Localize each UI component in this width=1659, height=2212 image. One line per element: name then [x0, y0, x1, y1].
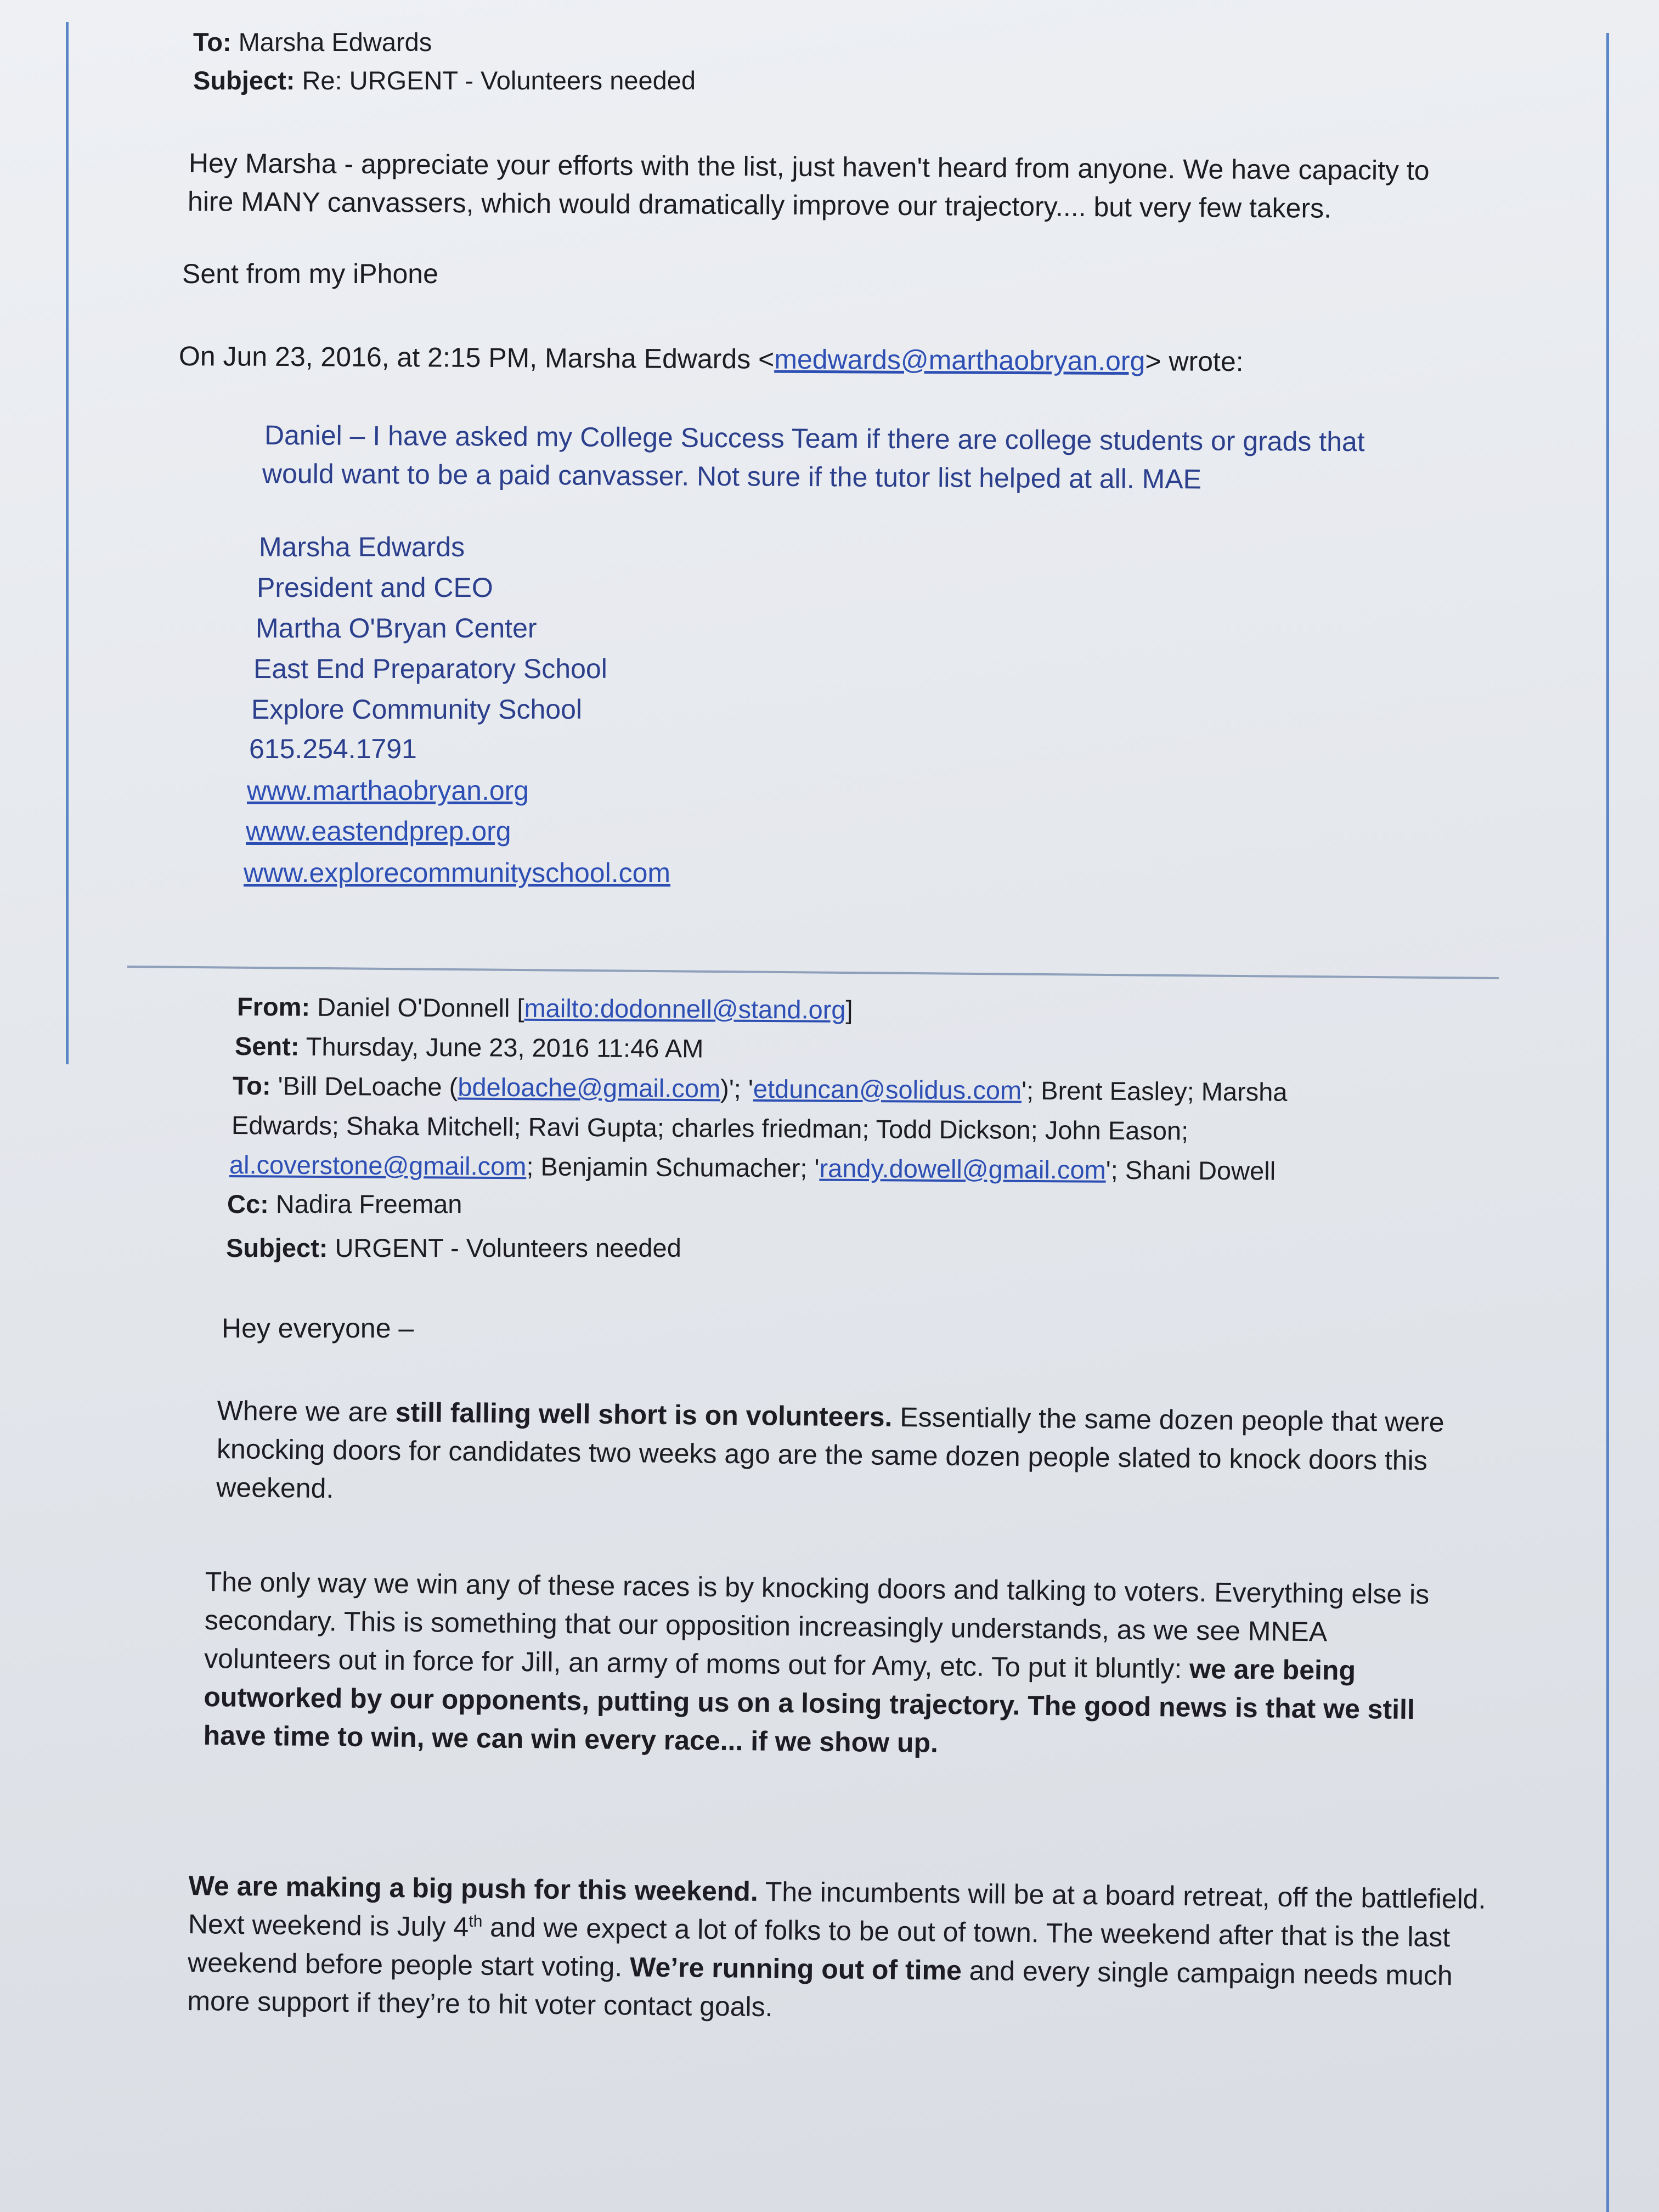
original-subject-value: URGENT - Volunteers needed	[335, 1233, 681, 1262]
original-from-close: ]	[845, 995, 853, 1024]
reply-to-value: Marsha Edwards	[238, 27, 432, 57]
signature-website-3-link[interactable]: www.explorecommunityschool.com	[244, 857, 671, 888]
original-cc-label: Cc:	[227, 1189, 269, 1218]
quoted-intro-email-link[interactable]: medwards@marthaobryan.org	[774, 343, 1146, 377]
reply-subject-line	[193, 63, 696, 99]
original-sent-line	[235, 1028, 704, 1066]
original-from-email-link[interactable]: mailto:dodonnell@stand.org	[524, 993, 846, 1024]
reply-subject-label: Subject:	[193, 66, 295, 95]
quoted-message-line-1: Daniel – I have asked my College Success Team if there are college students or grads that	[264, 420, 1365, 458]
recipient-email-link-2[interactable]: etduncan@solidus.com	[753, 1074, 1022, 1105]
original-sent-value: Thursday, June 23, 2016 11:46 AM	[306, 1031, 704, 1063]
reply-signature: Sent from my iPhone	[182, 258, 438, 289]
left-margin-line	[66, 22, 69, 1064]
original-cc-line	[227, 1186, 462, 1222]
paragraph-1-rest: Essentially the same dozen people that were knocking doors for candidates two weeks ago are the same dozen people slated to knock doors this weekend.	[216, 1401, 1444, 1504]
original-to-mid-3: ; Benjamin Schumacher; '	[526, 1152, 820, 1183]
original-to-line-2: Edwards; Shaka Mitchell; Ravi Gupta; charles friedman; Todd Dickson; John Eason;	[231, 1110, 1189, 1146]
reply-to-line	[193, 24, 432, 60]
paragraph-1-emphasis: still falling well short is on volunteers.	[395, 1397, 893, 1432]
original-from-value: Daniel O'Donnell [	[317, 992, 524, 1023]
paragraph-1	[216, 1391, 1523, 1519]
signature-org-3: Explore Community School	[251, 694, 583, 725]
paragraph-3-part-2: and we expect a lot of folks to be out of town. The weekend after that is the last weekend before people start voting.	[187, 1911, 1451, 1983]
original-subject-line	[226, 1230, 681, 1266]
paragraph-2-intro: The only way we win any of these races is by knocking doors and talking to voters. Everything else is secondary. This is something that our opposition increasingly understands, as we see MNEA volunteers out in force for Jill, an army of moms out for Amy, etc. To put it bluntly:	[204, 1566, 1430, 1684]
original-to-end: '; Shani Dowell	[1105, 1155, 1276, 1186]
original-from-label: From:	[236, 992, 311, 1022]
right-margin-line	[1606, 33, 1609, 2212]
paragraph-3-end: and every single campaign needs much more support if they’re to hit voter contact goals.	[187, 1955, 1453, 2023]
quoted-message-line-2: would want to be a paid canvasser. Not sure if the tutor list helped at all. MAE	[262, 458, 1202, 495]
original-to-mid-2: '; Brent Easley; Marsha	[1021, 1075, 1288, 1107]
signature-org-2: East End Preparatory School	[253, 653, 607, 684]
original-to-pre: 'Bill DeLoache (	[278, 1071, 458, 1102]
signature-website-2-link[interactable]: www.eastendprep.org	[246, 816, 511, 847]
header-divider	[127, 966, 1499, 979]
original-to-label: To:	[232, 1071, 271, 1101]
paragraph-3-part-1: The incumbents will be at a board retreat, off the battlefield. Next weekend is July 4	[188, 1876, 1486, 1943]
paragraph-2-emphasis: we are being outworked by our opponents, putting us on a losing trajectory. The good news is that we still have time to win, we can win every race... if we show up.	[203, 1653, 1415, 1759]
reply-to-label: To:	[193, 27, 232, 57]
original-to-line-3	[229, 1147, 1276, 1189]
original-sent-label: Sent:	[234, 1031, 300, 1061]
reply-body-line-2: hire MANY canvassers, which would dramatically improve our trajectory.... but very few takers.	[187, 186, 1332, 224]
quoted-intro-suffix: > wrote:	[1145, 346, 1244, 377]
quoted-intro	[179, 337, 1244, 381]
original-to-line-1	[233, 1068, 1288, 1110]
paragraph-3-emphasis-2: We’re running out of time	[629, 1951, 962, 1986]
reply-body-line-1: Hey Marsha - appreciate your efforts with the list, just haven't heard from anyone. We have capacity to	[188, 148, 1430, 186]
paragraph-3	[187, 1866, 1511, 2034]
reply-subject-value: Re: URGENT - Volunteers needed	[302, 66, 696, 95]
original-subject-label: Subject:	[226, 1233, 328, 1262]
signature-phone: 615.254.1791	[249, 733, 417, 764]
signature-name: Marsha Edwards	[259, 532, 465, 562]
recipient-email-link-4[interactable]: randy.dowell@gmail.com	[819, 1153, 1106, 1184]
original-from-line	[237, 989, 853, 1028]
original-cc-value: Nadira Freeman	[275, 1189, 462, 1218]
paragraph-3-emphasis-1: We are making a big push for this weekend.	[188, 1870, 759, 1907]
paragraph-2	[203, 1562, 1451, 1768]
paragraph-1-intro: Where we are	[217, 1395, 396, 1428]
original-to-mid-1: )'; '	[720, 1074, 754, 1103]
signature-title: President and CEO	[257, 572, 493, 603]
signature-org-1: Martha O'Bryan Center	[256, 613, 537, 644]
signature-website-1-link[interactable]: www.marthaobryan.org	[247, 775, 529, 806]
quoted-intro-prefix: On Jun 23, 2016, at 2:15 PM, Marsha Edwards <	[178, 341, 775, 375]
greeting: Hey everyone –	[222, 1313, 414, 1344]
recipient-email-link-1[interactable]: bdeloache@gmail.com	[458, 1072, 721, 1103]
recipient-email-link-3[interactable]: al.coverstone@gmail.com	[229, 1150, 527, 1181]
paragraph-3-superscript: th	[469, 1912, 483, 1931]
